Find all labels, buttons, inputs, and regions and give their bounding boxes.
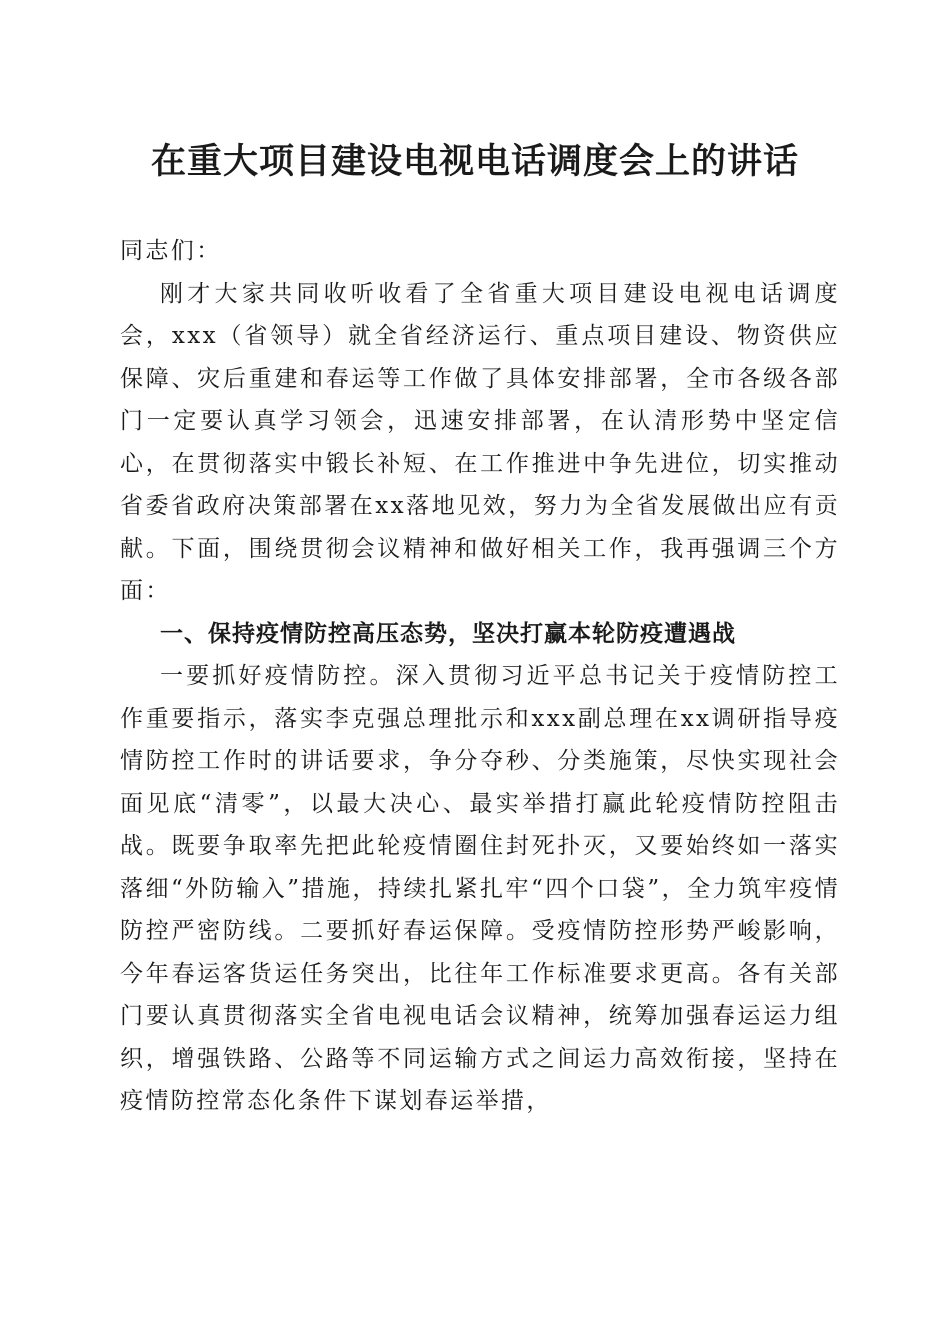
document-title: 在重大项目建设电视电话调度会上的讲话: [150, 141, 799, 182]
intro-paragraph: 刚才大家共同收听收看了全省重大项目建设电视电话调度会，xxx（省领导）就全省经济运行、重点项目建设、物资供应保障、灾后重建和春运等工作做了具体安排部署，全市各级各部门一定要认真学习领会，迅速安排部署，在认清形势中坚定信心，在贯彻落实中锻长补短、在工作推进中争先进位，切实推动省委省政府决策部署在xx落地见效，努力为全省发展做出应有贡献。下面，围绕贯彻会议精神和做好相关工作，我再强调三个方面：: [120, 280, 840, 604]
salutation: 同志们：: [120, 238, 222, 264]
document-body: [120, 230, 840, 1123]
section-1-heading: 一、保持疫情防控高压态势，坚决打赢本轮防疫遭遇战: [160, 620, 736, 647]
section-1-paragraph: 一要抓好疫情防控。深入贯彻习近平总书记关于疫情防控工作重要指示，落实李克强总理批示和xxx副总理在xx调研指导疫情防控工作时的讲话要求，争分夺秒、分类施策，尽快实现社会面见底“清零”，以最大决心、最实举措打赢此轮疫情防控阻击战。既要争取率先把此轮疫情圈住封死扑灭，又要始终如一落实落细“外防输入”措施，持续扎紧扎牢“四个口袋”，全力筑牢疫情防控严密防线。二要抓好春运保障。受疫情防控形势严峻影响，今年春运客货运任务突出，比往年工作标准要求更高。各有关部门要认真贯彻落实全省电视电话会议精神，统筹加强春运运力组织，增强铁路、公路等不同运输方式之间运力高效衔接，坚持在疫情防控常态化条件下谋划春运举措，: [120, 663, 840, 1114]
